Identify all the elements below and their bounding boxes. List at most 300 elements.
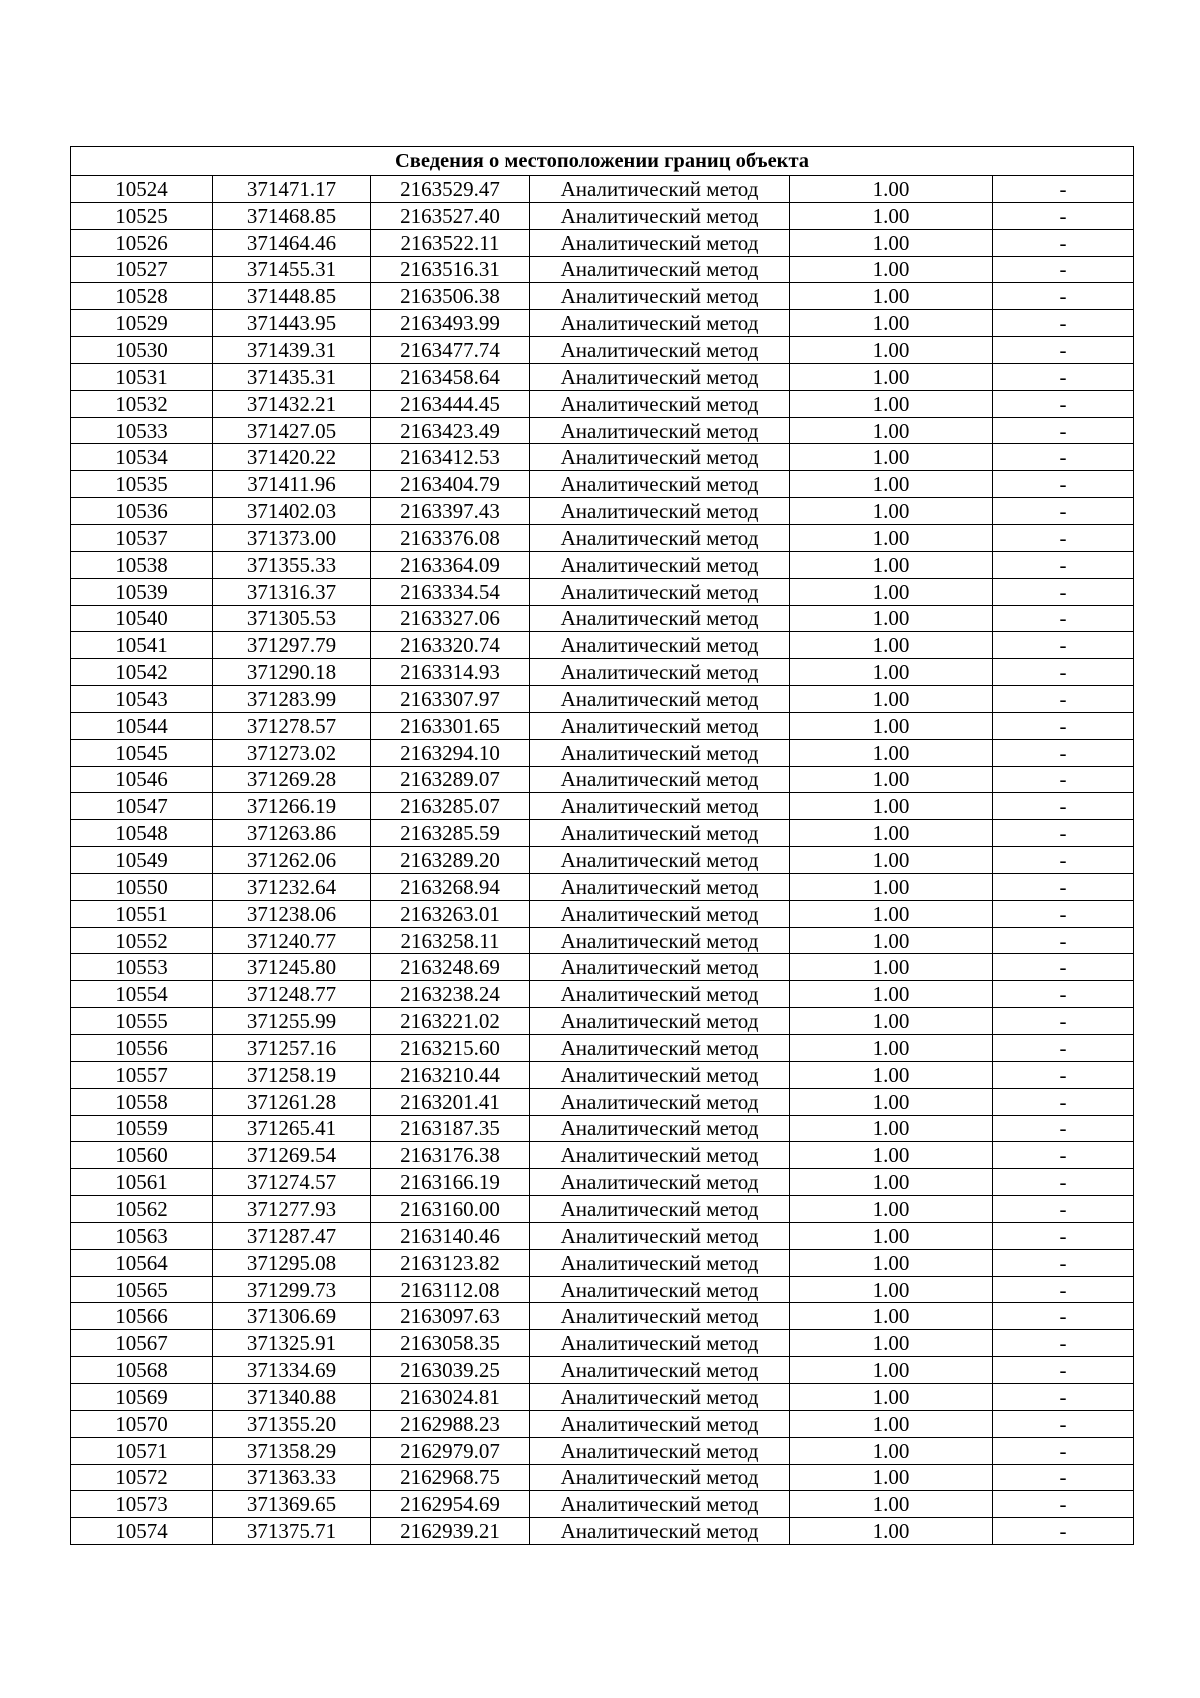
method-cell: Аналитический метод [530,900,790,927]
accuracy-cell: 1.00 [790,820,993,847]
method-cell: Аналитический метод [530,176,790,203]
table-row [71,551,1134,578]
method-cell: Аналитический метод [530,632,790,659]
method-cell: Аналитический метод [530,1357,790,1384]
x-coordinate-cell: 371340.88 [213,1383,371,1410]
note-cell: - [993,202,1134,229]
accuracy-cell: 1.00 [790,739,993,766]
y-coordinate-cell: 2163039.25 [371,1357,530,1384]
note-cell: - [993,498,1134,525]
note-cell: - [993,1035,1134,1062]
x-coordinate-cell: 371402.03 [213,498,371,525]
table-row [71,1303,1134,1330]
note-cell: - [993,1464,1134,1491]
table-row [71,632,1134,659]
note-cell: - [993,1169,1134,1196]
method-cell: Аналитический метод [530,498,790,525]
note-cell: - [993,632,1134,659]
point-number-cell: 10574 [71,1518,213,1545]
point-number-cell: 10572 [71,1464,213,1491]
table-title-row [71,147,1134,176]
note-cell: - [993,337,1134,364]
x-coordinate-cell: 371248.77 [213,981,371,1008]
x-coordinate-cell: 371363.33 [213,1464,371,1491]
method-cell: Аналитический метод [530,1383,790,1410]
note-cell: - [993,363,1134,390]
method-cell: Аналитический метод [530,1464,790,1491]
x-coordinate-cell: 371269.28 [213,766,371,793]
table-row [71,1142,1134,1169]
boundary-coordinates-table [70,146,1134,1545]
accuracy-cell: 1.00 [790,1437,993,1464]
method-cell: Аналитический метод [530,954,790,981]
method-cell: Аналитический метод [530,551,790,578]
note-cell: - [993,229,1134,256]
method-cell: Аналитический метод [530,847,790,874]
point-number-cell: 10570 [71,1410,213,1437]
point-number-cell: 10548 [71,820,213,847]
point-number-cell: 10545 [71,739,213,766]
y-coordinate-cell: 2163210.44 [371,1061,530,1088]
x-coordinate-cell: 371306.69 [213,1303,371,1330]
table-row [71,578,1134,605]
point-number-cell: 10558 [71,1088,213,1115]
x-coordinate-cell: 371295.08 [213,1249,371,1276]
accuracy-cell: 1.00 [790,605,993,632]
note-cell: - [993,1142,1134,1169]
y-coordinate-cell: 2163285.07 [371,793,530,820]
point-number-cell: 10573 [71,1491,213,1518]
note-cell: - [993,847,1134,874]
y-coordinate-cell: 2163221.02 [371,1008,530,1035]
point-number-cell: 10544 [71,712,213,739]
table-row [71,1249,1134,1276]
x-coordinate-cell: 371274.57 [213,1169,371,1196]
note-cell: - [993,1276,1134,1303]
accuracy-cell: 1.00 [790,1222,993,1249]
accuracy-cell: 1.00 [790,283,993,310]
y-coordinate-cell: 2162988.23 [371,1410,530,1437]
y-coordinate-cell: 2163412.53 [371,444,530,471]
y-coordinate-cell: 2163248.69 [371,954,530,981]
method-cell: Аналитический метод [530,605,790,632]
table-row [71,524,1134,551]
table-row [71,659,1134,686]
note-cell: - [993,1437,1134,1464]
point-number-cell: 10566 [71,1303,213,1330]
table-row [71,283,1134,310]
y-coordinate-cell: 2163516.31 [371,256,530,283]
accuracy-cell: 1.00 [790,1008,993,1035]
method-cell: Аналитический метод [530,1330,790,1357]
note-cell: - [993,820,1134,847]
accuracy-cell: 1.00 [790,1035,993,1062]
y-coordinate-cell: 2163258.11 [371,927,530,954]
accuracy-cell: 1.00 [790,981,993,1008]
x-coordinate-cell: 371278.57 [213,712,371,739]
y-coordinate-cell: 2163238.24 [371,981,530,1008]
y-coordinate-cell: 2163215.60 [371,1035,530,1062]
x-coordinate-cell: 371245.80 [213,954,371,981]
note-cell: - [993,900,1134,927]
accuracy-cell: 1.00 [790,390,993,417]
point-number-cell: 10560 [71,1142,213,1169]
note-cell: - [993,766,1134,793]
note-cell: - [993,256,1134,283]
table-row [71,820,1134,847]
table-row [71,1008,1134,1035]
accuracy-cell: 1.00 [790,1169,993,1196]
y-coordinate-cell: 2163123.82 [371,1249,530,1276]
note-cell: - [993,310,1134,337]
x-coordinate-cell: 371439.31 [213,337,371,364]
x-coordinate-cell: 371358.29 [213,1437,371,1464]
method-cell: Аналитический метод [530,1088,790,1115]
x-coordinate-cell: 371334.69 [213,1357,371,1384]
x-coordinate-cell: 371325.91 [213,1330,371,1357]
accuracy-cell: 1.00 [790,524,993,551]
accuracy-cell: 1.00 [790,551,993,578]
accuracy-cell: 1.00 [790,900,993,927]
x-coordinate-cell: 371269.54 [213,1142,371,1169]
accuracy-cell: 1.00 [790,1249,993,1276]
note-cell: - [993,390,1134,417]
point-number-cell: 10554 [71,981,213,1008]
table-row [71,1196,1134,1223]
y-coordinate-cell: 2163334.54 [371,578,530,605]
note-cell: - [993,551,1134,578]
accuracy-cell: 1.00 [790,1088,993,1115]
table-row [71,927,1134,954]
note-cell: - [993,1061,1134,1088]
method-cell: Аналитический метод [530,686,790,713]
y-coordinate-cell: 2163529.47 [371,176,530,203]
method-cell: Аналитический метод [530,1491,790,1518]
accuracy-cell: 1.00 [790,444,993,471]
method-cell: Аналитический метод [530,390,790,417]
table-row [71,981,1134,1008]
method-cell: Аналитический метод [530,1276,790,1303]
point-number-cell: 10536 [71,498,213,525]
table-row [71,1464,1134,1491]
x-coordinate-cell: 371455.31 [213,256,371,283]
table-row [71,444,1134,471]
method-cell: Аналитический метод [530,1437,790,1464]
x-coordinate-cell: 371375.71 [213,1518,371,1545]
table-row [71,202,1134,229]
point-number-cell: 10549 [71,847,213,874]
accuracy-cell: 1.00 [790,498,993,525]
accuracy-cell: 1.00 [790,578,993,605]
y-coordinate-cell: 2163160.00 [371,1196,530,1223]
accuracy-cell: 1.00 [790,1142,993,1169]
y-coordinate-cell: 2163493.99 [371,310,530,337]
method-cell: Аналитический метод [530,1061,790,1088]
y-coordinate-cell: 2163364.09 [371,551,530,578]
x-coordinate-cell: 371257.16 [213,1035,371,1062]
method-cell: Аналитический метод [530,363,790,390]
note-cell: - [993,873,1134,900]
note-cell: - [993,471,1134,498]
accuracy-cell: 1.00 [790,471,993,498]
x-coordinate-cell: 371238.06 [213,900,371,927]
method-cell: Аналитический метод [530,766,790,793]
table-title: Сведения о местоположении границ объекта [71,147,1134,176]
accuracy-cell: 1.00 [790,1115,993,1142]
method-cell: Аналитический метод [530,1169,790,1196]
point-number-cell: 10542 [71,659,213,686]
x-coordinate-cell: 371420.22 [213,444,371,471]
x-coordinate-cell: 371262.06 [213,847,371,874]
accuracy-cell: 1.00 [790,256,993,283]
y-coordinate-cell: 2163423.49 [371,417,530,444]
y-coordinate-cell: 2163285.59 [371,820,530,847]
point-number-cell: 10527 [71,256,213,283]
point-number-cell: 10525 [71,202,213,229]
note-cell: - [993,1008,1134,1035]
note-cell: - [993,1518,1134,1545]
x-coordinate-cell: 371468.85 [213,202,371,229]
x-coordinate-cell: 371283.99 [213,686,371,713]
table-row [71,1357,1134,1384]
note-cell: - [993,659,1134,686]
note-cell: - [993,283,1134,310]
x-coordinate-cell: 371411.96 [213,471,371,498]
x-coordinate-cell: 371373.00 [213,524,371,551]
y-coordinate-cell: 2163376.08 [371,524,530,551]
x-coordinate-cell: 371316.37 [213,578,371,605]
point-number-cell: 10550 [71,873,213,900]
note-cell: - [993,578,1134,605]
x-coordinate-cell: 371443.95 [213,310,371,337]
method-cell: Аналитический метод [530,927,790,954]
accuracy-cell: 1.00 [790,229,993,256]
y-coordinate-cell: 2163522.11 [371,229,530,256]
method-cell: Аналитический метод [530,417,790,444]
x-coordinate-cell: 371258.19 [213,1061,371,1088]
point-number-cell: 10538 [71,551,213,578]
note-cell: - [993,1303,1134,1330]
accuracy-cell: 1.00 [790,1303,993,1330]
table-row [71,686,1134,713]
note-cell: - [993,712,1134,739]
method-cell: Аналитический метод [530,1035,790,1062]
accuracy-cell: 1.00 [790,659,993,686]
accuracy-cell: 1.00 [790,1061,993,1088]
y-coordinate-cell: 2163444.45 [371,390,530,417]
method-cell: Аналитический метод [530,1196,790,1223]
x-coordinate-cell: 371305.53 [213,605,371,632]
method-cell: Аналитический метод [530,1115,790,1142]
method-cell: Аналитический метод [530,337,790,364]
x-coordinate-cell: 371273.02 [213,739,371,766]
point-number-cell: 10546 [71,766,213,793]
table-row [71,1035,1134,1062]
y-coordinate-cell: 2163289.20 [371,847,530,874]
point-number-cell: 10559 [71,1115,213,1142]
note-cell: - [993,739,1134,766]
table-row [71,229,1134,256]
y-coordinate-cell: 2163294.10 [371,739,530,766]
x-coordinate-cell: 371232.64 [213,873,371,900]
accuracy-cell: 1.00 [790,1518,993,1545]
table-row [71,605,1134,632]
y-coordinate-cell: 2163289.07 [371,766,530,793]
note-cell: - [993,1249,1134,1276]
table-row [71,1330,1134,1357]
accuracy-cell: 1.00 [790,1330,993,1357]
table-row [71,873,1134,900]
method-cell: Аналитический метод [530,981,790,1008]
method-cell: Аналитический метод [530,283,790,310]
point-number-cell: 10531 [71,363,213,390]
note-cell: - [993,927,1134,954]
table-row [71,1115,1134,1142]
table-row [71,712,1134,739]
y-coordinate-cell: 2163404.79 [371,471,530,498]
x-coordinate-cell: 371265.41 [213,1115,371,1142]
x-coordinate-cell: 371369.65 [213,1491,371,1518]
method-cell: Аналитический метод [530,471,790,498]
method-cell: Аналитический метод [530,1303,790,1330]
point-number-cell: 10562 [71,1196,213,1223]
method-cell: Аналитический метод [530,873,790,900]
y-coordinate-cell: 2163140.46 [371,1222,530,1249]
table-row [71,498,1134,525]
x-coordinate-cell: 371290.18 [213,659,371,686]
accuracy-cell: 1.00 [790,1410,993,1437]
point-number-cell: 10553 [71,954,213,981]
point-number-cell: 10528 [71,283,213,310]
y-coordinate-cell: 2163506.38 [371,283,530,310]
method-cell: Аналитический метод [530,524,790,551]
table-row [71,310,1134,337]
point-number-cell: 10547 [71,793,213,820]
method-cell: Аналитический метод [530,229,790,256]
x-coordinate-cell: 371287.47 [213,1222,371,1249]
x-coordinate-cell: 371297.79 [213,632,371,659]
y-coordinate-cell: 2163166.19 [371,1169,530,1196]
y-coordinate-cell: 2163024.81 [371,1383,530,1410]
method-cell: Аналитический метод [530,256,790,283]
note-cell: - [993,1357,1134,1384]
table-row [71,847,1134,874]
method-cell: Аналитический метод [530,659,790,686]
table-row [71,390,1134,417]
point-number-cell: 10561 [71,1169,213,1196]
y-coordinate-cell: 2163058.35 [371,1330,530,1357]
note-cell: - [993,1196,1134,1223]
table-row [71,1437,1134,1464]
x-coordinate-cell: 371240.77 [213,927,371,954]
table-row [71,900,1134,927]
x-coordinate-cell: 371435.31 [213,363,371,390]
y-coordinate-cell: 2163477.74 [371,337,530,364]
accuracy-cell: 1.00 [790,632,993,659]
x-coordinate-cell: 371427.05 [213,417,371,444]
table-row [71,1491,1134,1518]
table-row [71,417,1134,444]
y-coordinate-cell: 2163201.41 [371,1088,530,1115]
point-number-cell: 10530 [71,337,213,364]
accuracy-cell: 1.00 [790,766,993,793]
table-row [71,176,1134,203]
table-row [71,1061,1134,1088]
point-number-cell: 10569 [71,1383,213,1410]
x-coordinate-cell: 371263.86 [213,820,371,847]
accuracy-cell: 1.00 [790,176,993,203]
accuracy-cell: 1.00 [790,337,993,364]
y-coordinate-cell: 2163320.74 [371,632,530,659]
method-cell: Аналитический метод [530,1222,790,1249]
point-number-cell: 10557 [71,1061,213,1088]
note-cell: - [993,981,1134,1008]
table-body [71,176,1134,1545]
table-row [71,1410,1134,1437]
accuracy-cell: 1.00 [790,417,993,444]
method-cell: Аналитический метод [530,444,790,471]
table-row [71,1518,1134,1545]
y-coordinate-cell: 2163307.97 [371,686,530,713]
method-cell: Аналитический метод [530,712,790,739]
y-coordinate-cell: 2162979.07 [371,1437,530,1464]
y-coordinate-cell: 2163527.40 [371,202,530,229]
y-coordinate-cell: 2163314.93 [371,659,530,686]
method-cell: Аналитический метод [530,739,790,766]
point-number-cell: 10526 [71,229,213,256]
table-row [71,766,1134,793]
point-number-cell: 10564 [71,1249,213,1276]
method-cell: Аналитический метод [530,1008,790,1035]
table-row [71,1276,1134,1303]
accuracy-cell: 1.00 [790,927,993,954]
note-cell: - [993,1088,1134,1115]
x-coordinate-cell: 371255.99 [213,1008,371,1035]
method-cell: Аналитический метод [530,820,790,847]
note-cell: - [993,605,1134,632]
table-row [71,337,1134,364]
x-coordinate-cell: 371299.73 [213,1276,371,1303]
point-number-cell: 10567 [71,1330,213,1357]
table-row [71,793,1134,820]
x-coordinate-cell: 371277.93 [213,1196,371,1223]
accuracy-cell: 1.00 [790,847,993,874]
y-coordinate-cell: 2163268.94 [371,873,530,900]
point-number-cell: 10568 [71,1357,213,1384]
note-cell: - [993,417,1134,444]
method-cell: Аналитический метод [530,310,790,337]
point-number-cell: 10563 [71,1222,213,1249]
note-cell: - [993,954,1134,981]
x-coordinate-cell: 371471.17 [213,176,371,203]
table-row [71,739,1134,766]
x-coordinate-cell: 371464.46 [213,229,371,256]
table-row [71,256,1134,283]
point-number-cell: 10555 [71,1008,213,1035]
accuracy-cell: 1.00 [790,1357,993,1384]
method-cell: Аналитический метод [530,202,790,229]
y-coordinate-cell: 2163112.08 [371,1276,530,1303]
point-number-cell: 10539 [71,578,213,605]
accuracy-cell: 1.00 [790,310,993,337]
table-row [71,471,1134,498]
note-cell: - [993,1222,1134,1249]
note-cell: - [993,793,1134,820]
method-cell: Аналитический метод [530,1249,790,1276]
x-coordinate-cell: 371261.28 [213,1088,371,1115]
point-number-cell: 10540 [71,605,213,632]
x-coordinate-cell: 371355.20 [213,1410,371,1437]
